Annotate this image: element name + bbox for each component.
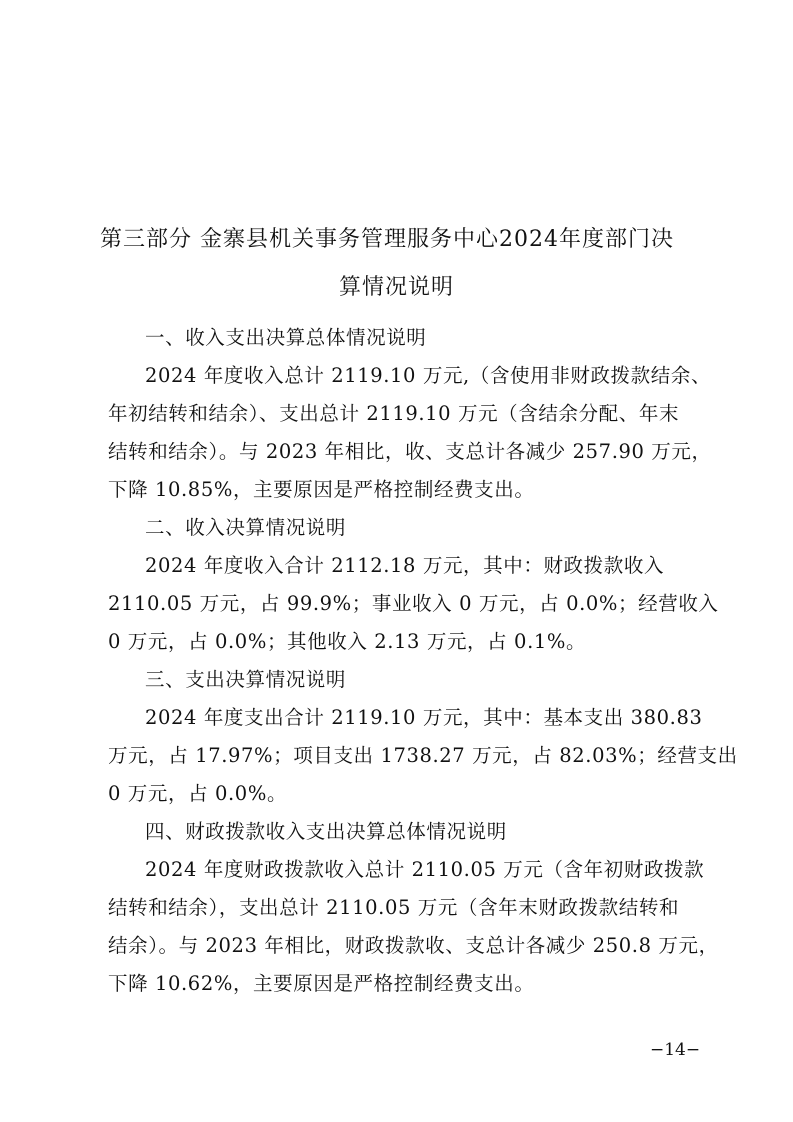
paragraph-line: 2024 年度财政拨款收入总计 2110.05 万元（含年初财政拨款 xyxy=(145,858,705,881)
page-number: −14− xyxy=(650,1040,701,1060)
paragraph-line: 结余）。与 2023 年相比，财政拨款收、支总计各减少 250.8 万元， xyxy=(108,934,719,957)
page-title-line-2: 算情况说明 xyxy=(338,275,454,300)
paragraph-line: 年初结转和结余）、支出总计 2119.10 万元（含结余分配、年末 xyxy=(108,402,680,425)
paragraph-line: 万元，占 17.97%；项目支出 1738.27 万元，占 82.03%；经营支出 xyxy=(108,744,738,767)
paragraph-line: 2024 年度收入合计 2112.18 万元，其中：财政拨款收入 xyxy=(145,554,665,577)
paragraph-line: 下降 10.85%，主要原因是严格控制经费支出。 xyxy=(108,478,535,501)
paragraph-line: 0 万元，占 0.0%；其他收入 2.13 万元，占 0.1%。 xyxy=(108,630,587,653)
section-heading-1: 一、收入支出决算总体情况说明 xyxy=(145,326,427,349)
paragraph-line: 结转和结余），支出总计 2110.05 万元（含年末财政拨款结转和 xyxy=(108,896,680,919)
paragraph-line: 0 万元，占 0.0%。 xyxy=(108,782,288,805)
paragraph-line: 2024 年度支出合计 2119.10 万元，其中：基本支出 380.83 xyxy=(145,706,703,729)
paragraph-line: 2110.05 万元，占 99.9%；事业收入 0 万元，占 0.0%；经营收入 xyxy=(108,592,719,615)
section-heading-3: 三、支出决算情况说明 xyxy=(145,668,347,691)
paragraph-line: 下降 10.62%，主要原因是严格控制经费支出。 xyxy=(108,972,535,995)
page-title-line-1: 第三部分 金寨县机关事务管理服务中心2024年度部门决 xyxy=(100,227,674,252)
paragraph-line: 2024 年度收入总计 2119.10 万元,（含使用非财政拨款结余、 xyxy=(145,364,712,387)
section-heading-2: 二、收入决算情况说明 xyxy=(145,516,347,539)
paragraph-line: 结转和结余）。与 2023 年相比，收、支总计各减少 257.90 万元， xyxy=(108,440,712,463)
section-heading-4: 四、财政拨款收入支出决算总体情况说明 xyxy=(145,820,507,843)
